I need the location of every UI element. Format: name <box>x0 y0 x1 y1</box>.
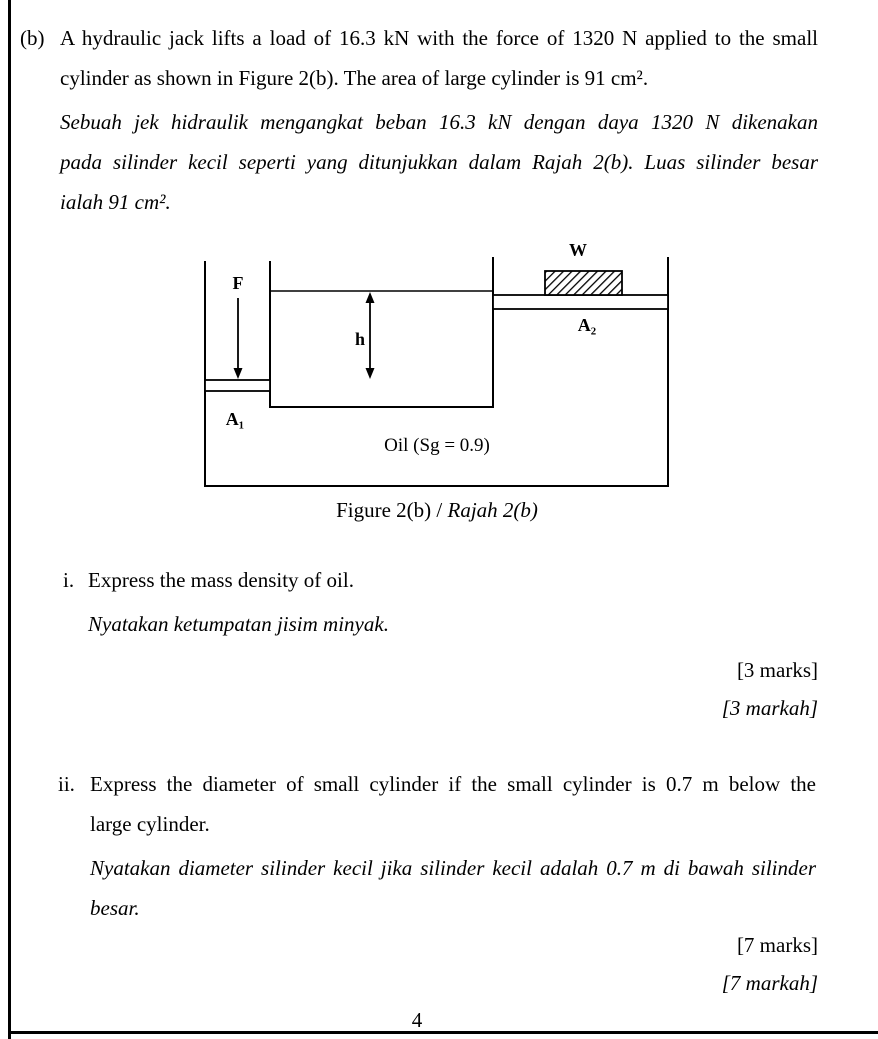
text-line: Nyatakan diameter silinder kecil jika silinder kecil adalah 0.7 m di bawah silinder <box>90 856 816 880</box>
sub-question-ii-marks-ms: [7 markah] <box>721 971 818 995</box>
page-number: 4 <box>411 1008 423 1032</box>
sub-question-ii-text-en <box>90 764 816 844</box>
load-block <box>545 271 622 295</box>
page-left-border <box>8 0 11 1039</box>
text-line: large cylinder. <box>90 812 210 836</box>
height-arrow <box>366 292 375 379</box>
hydraulic-jack-figure <box>197 238 677 496</box>
sub-question-ii-numeral: ii. <box>58 772 75 796</box>
text-line: cylinder as shown in Figure 2(b). The area of large cylinder is 91 cm². <box>60 66 649 90</box>
figure-caption-ms: Rajah 2(b) <box>447 498 538 522</box>
text-line: A hydraulic jack lifts a load of 16.3 kN with the force of 1320 N applied to the small <box>60 26 818 50</box>
area-small-label: A₁ <box>225 409 245 429</box>
inner-cylinder-walls <box>270 258 493 407</box>
sub-question-i-text-ms: Nyatakan ketumpatan jisim minyak. <box>88 612 389 636</box>
sub-question-i-marks-en: [3 marks] <box>736 658 818 682</box>
force-label: F <box>232 273 244 293</box>
figure-caption-en: Figure 2(b) / <box>336 498 443 522</box>
text-line: pada silinder kecil seperti yang ditunjukkan dalam Rajah 2(b). Luas silinder besar <box>60 150 818 174</box>
sub-question-i-text-en: Express the mass density of oil. <box>88 568 354 592</box>
sub-question-ii-marks-en: [7 marks] <box>736 933 818 957</box>
small-piston <box>205 380 270 391</box>
question-b-label: (b) <box>20 26 45 50</box>
height-label: h <box>354 329 365 349</box>
question-b-text-ms <box>60 102 818 222</box>
load-label: W <box>569 240 587 260</box>
question-b-text-en <box>60 18 818 98</box>
figure-caption <box>197 490 677 530</box>
text-line: besar. <box>90 896 140 920</box>
text-line: Sebuah jek hidraulik mengangkat beban 16.3 kN dengan daya 1320 N dikenakan <box>60 110 818 134</box>
text-line: ialah 91 cm². <box>60 190 171 214</box>
oil-label: Oil (Sg = 0.9) <box>384 435 490 456</box>
large-piston <box>493 295 668 309</box>
text-line: Express the diameter of small cylinder if the small cylinder is 0.7 m below the <box>90 772 816 796</box>
sub-question-i-marks-ms: [3 markah] <box>721 696 818 720</box>
sub-question-i-numeral: i. <box>63 568 75 592</box>
area-large-label: A₂ <box>577 315 597 335</box>
sub-question-ii-text-ms <box>90 848 816 928</box>
force-arrow <box>234 298 243 379</box>
